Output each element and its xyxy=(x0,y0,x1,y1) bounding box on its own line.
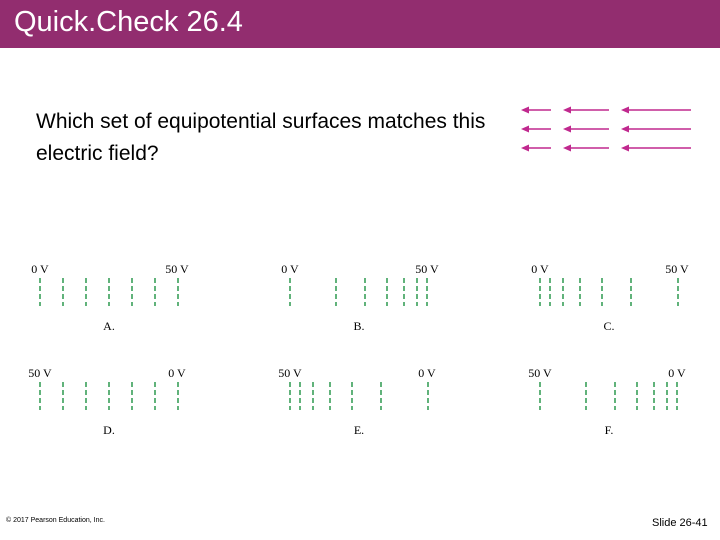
copyright-footer: © 2017 Pearson Education, Inc. xyxy=(6,517,105,524)
slide-number: Slide 26-41 xyxy=(652,517,708,529)
right-voltage-label: 0 V xyxy=(668,366,686,380)
option-e[interactable] xyxy=(278,366,436,437)
option-label: B. xyxy=(353,319,365,333)
question-text: Which set of equipotential surfaces matches this electric field? xyxy=(36,110,486,165)
right-voltage-label: 50 V xyxy=(415,262,439,276)
option-label: C. xyxy=(603,319,615,333)
option-label: A. xyxy=(103,319,115,333)
left-voltage-label: 50 V xyxy=(28,366,52,380)
option-f[interactable] xyxy=(528,366,686,437)
left-voltage-label: 0 V xyxy=(531,262,549,276)
option-d[interactable] xyxy=(28,366,186,437)
right-voltage-label: 50 V xyxy=(165,262,189,276)
right-voltage-label: 0 V xyxy=(418,366,436,380)
slide-title: Quick.Check 26.4 xyxy=(14,6,243,38)
left-voltage-label: 0 V xyxy=(281,262,299,276)
option-label: E. xyxy=(353,423,365,437)
option-label: F. xyxy=(604,423,614,437)
right-voltage-label: 0 V xyxy=(168,366,186,380)
option-b[interactable] xyxy=(281,262,439,333)
left-voltage-label: 50 V xyxy=(278,366,302,380)
option-c[interactable] xyxy=(531,262,689,333)
option-label: D. xyxy=(103,423,115,437)
left-voltage-label: 0 V xyxy=(31,262,49,276)
left-voltage-label: 50 V xyxy=(528,366,552,380)
option-a[interactable] xyxy=(31,262,189,333)
right-voltage-label: 50 V xyxy=(665,262,689,276)
